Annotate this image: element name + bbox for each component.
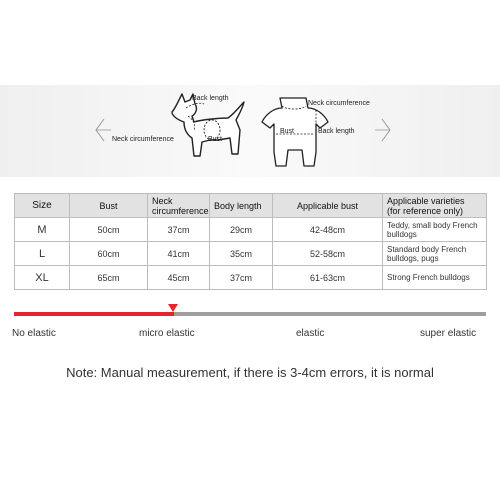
cell-applicable-bust: 61-63cm [273,266,383,290]
dog-bust-label: Bust [208,136,223,143]
cell-varieties: Strong French bulldogs [383,266,487,290]
header-varieties-line1: Applicable varieties [387,195,465,206]
cell-body-length: 29cm [210,218,273,242]
size-chart-table [14,193,487,290]
measurement-banner [0,85,500,177]
cell-neck: 37cm [148,218,210,242]
cell-applicable-bust: 52-58cm [273,242,383,266]
garment-back-length-label: Back length [318,128,355,135]
header-applicable-varieties [383,194,487,218]
cell-size: M [15,218,70,242]
elasticity-bar-track [174,312,486,316]
elasticity-label-micro-elastic: micro elastic [139,328,195,339]
elasticity-label-no-elastic: No elastic [12,328,56,339]
garment-bust-label: Bust [280,128,295,135]
cell-size: L [15,242,70,266]
cell-bust: 50cm [70,218,148,242]
dog-neck-circumference-label: Neck circumference [112,136,174,143]
elasticity-marker-icon [167,303,179,313]
table-row [15,266,487,290]
cell-body-length: 35cm [210,242,273,266]
header-bust: Bust [70,194,148,218]
cell-body-length: 37cm [210,266,273,290]
elasticity-label-super-elastic: super elastic [420,328,477,339]
cell-applicable-bust: 42-48cm [273,218,383,242]
garment-neck-circumference-label: Neck circumference [308,100,370,107]
header-neck-line1: Neck [152,195,173,206]
cell-varieties: Teddy, small body French bulldogs [383,218,487,242]
header-neck-line2: circumference [152,205,209,216]
cell-varieties: Standard body French bulldogs, pugs [383,242,487,266]
table-row [15,242,487,266]
cell-bust: 60cm [70,242,148,266]
header-body-length: Body length [210,194,273,218]
header-neck-circumference [148,194,210,218]
elasticity-bar-active [14,312,174,316]
table-header-row [15,194,487,218]
cell-bust: 65cm [70,266,148,290]
header-size: Size [15,194,70,218]
cell-neck: 41cm [148,242,210,266]
cell-neck: 45cm [148,266,210,290]
dog-back-length-label: Back length [192,95,229,102]
measurement-note: Note: Manual measurement, if there is 3-4cm errors, it is normal [66,365,434,380]
dog-measurement-diagram [160,90,250,170]
header-applicable-bust: Applicable bust [273,194,383,218]
table-row [15,218,487,242]
cell-size: XL [15,266,70,290]
left-chevron-decoration-icon [92,117,112,143]
elasticity-label-elastic: elastic [296,328,325,339]
right-chevron-decoration-icon [374,117,394,143]
header-varieties-line2: (for reference only) [387,205,464,216]
